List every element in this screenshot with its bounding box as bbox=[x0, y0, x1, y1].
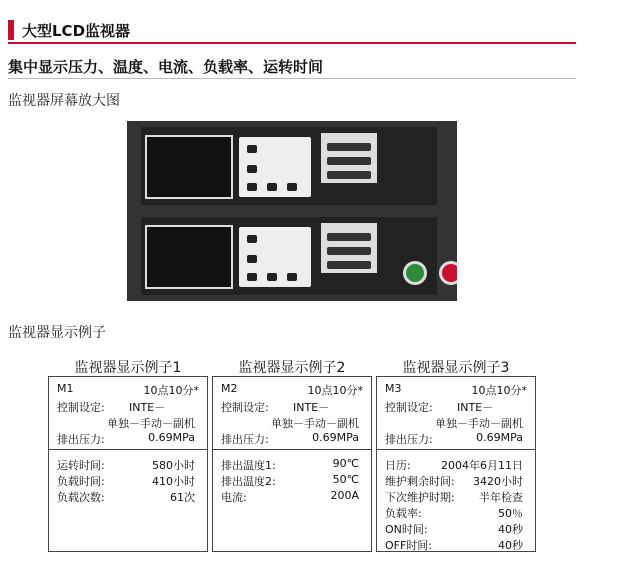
lcd-screen bbox=[145, 225, 233, 289]
divider bbox=[49, 449, 207, 450]
monitor-unit-bottom bbox=[141, 217, 437, 295]
keypad bbox=[239, 227, 311, 287]
time-value: 10点10分* bbox=[143, 384, 199, 397]
row-value: 单独－手动－副机 bbox=[107, 417, 195, 430]
row-value: 0.69MPa bbox=[476, 431, 523, 444]
divider bbox=[377, 449, 535, 450]
row-label: 负载时间: bbox=[57, 475, 105, 488]
row-label: 控制设定: bbox=[57, 401, 105, 414]
row-value: 580小时 bbox=[152, 459, 195, 472]
row-value: 3420小时 bbox=[473, 475, 523, 488]
row-label: 负载率: bbox=[385, 507, 422, 520]
monitor-panel-image bbox=[127, 121, 457, 301]
card-title: 监视器显示例子2 bbox=[238, 360, 346, 376]
lcd-screen bbox=[145, 135, 233, 199]
section-label-examples: 监视器显示例子 bbox=[8, 325, 106, 341]
row-value: 90℃ bbox=[332, 457, 359, 470]
monitor-unit-top bbox=[141, 127, 437, 205]
page-subtitle: 集中显示压力、温度、电流、负载率、运转时间 bbox=[8, 56, 576, 79]
green-button-icon bbox=[403, 261, 427, 285]
section-label-monitor-zoom: 监视器屏幕放大图 bbox=[8, 93, 120, 109]
row-value: 50℃ bbox=[332, 473, 359, 486]
row-value: 61次 bbox=[170, 491, 195, 504]
row-label: 排出温度1: bbox=[221, 459, 276, 472]
time-value: 10点10分* bbox=[471, 384, 527, 397]
header-accent-bar bbox=[8, 20, 14, 40]
row-value: 单独－手动－副机 bbox=[271, 417, 359, 430]
time-value: 10点10分* bbox=[307, 384, 363, 397]
row-label: 排出压力: bbox=[57, 433, 105, 446]
row-value: 单独－手动－副机 bbox=[435, 417, 523, 430]
row-label: 电流: bbox=[221, 491, 247, 504]
row-value: INTE－ bbox=[457, 401, 494, 414]
keypad bbox=[239, 137, 311, 197]
row-label: 排出温度2: bbox=[221, 475, 276, 488]
row-value: 2004年6月11日 bbox=[441, 459, 523, 472]
row-label: 下次维护时期: bbox=[385, 491, 455, 504]
row-label: 日历: bbox=[385, 459, 411, 472]
row-value: INTE－ bbox=[293, 401, 330, 414]
machine-id: M1 bbox=[57, 382, 74, 395]
row-label: 控制设定: bbox=[221, 401, 269, 414]
row-value: 200A bbox=[330, 489, 359, 502]
row-label: OFF时间: bbox=[385, 539, 433, 552]
row-value: 50％ bbox=[498, 507, 523, 520]
row-value: 半年检查 bbox=[479, 491, 523, 504]
row-label: 负载次数: bbox=[57, 491, 105, 504]
row-label: 控制设定: bbox=[385, 401, 433, 414]
example-card-1 bbox=[48, 360, 208, 552]
row-value: 0.69MPa bbox=[312, 431, 359, 444]
card-title: 监视器显示例子1 bbox=[74, 360, 182, 376]
machine-id: M2 bbox=[221, 382, 238, 395]
row-value: 40秒 bbox=[498, 539, 523, 552]
row-value: 410小时 bbox=[152, 475, 195, 488]
example-card-3 bbox=[376, 360, 536, 552]
row-value: INTE－ bbox=[129, 401, 166, 414]
row-label: 运转时间: bbox=[57, 459, 105, 472]
row-label: 排出压力: bbox=[221, 433, 269, 446]
example-card-2 bbox=[212, 360, 372, 552]
row-value: 40秒 bbox=[498, 523, 523, 536]
row-label: 维护剩余时间: bbox=[385, 475, 455, 488]
row-value: 0.69MPa bbox=[148, 431, 195, 444]
machine-id: M3 bbox=[385, 382, 402, 395]
row-label: ON时间: bbox=[385, 523, 428, 536]
card-title: 监视器显示例子3 bbox=[402, 360, 510, 376]
red-button-icon bbox=[439, 261, 457, 285]
indicator-panel bbox=[321, 223, 377, 273]
row-label: 排出压力: bbox=[385, 433, 433, 446]
indicator-panel bbox=[321, 133, 377, 183]
divider bbox=[213, 449, 371, 450]
page-header bbox=[8, 6, 576, 44]
page-title: 大型LCD监视器 bbox=[22, 22, 131, 40]
